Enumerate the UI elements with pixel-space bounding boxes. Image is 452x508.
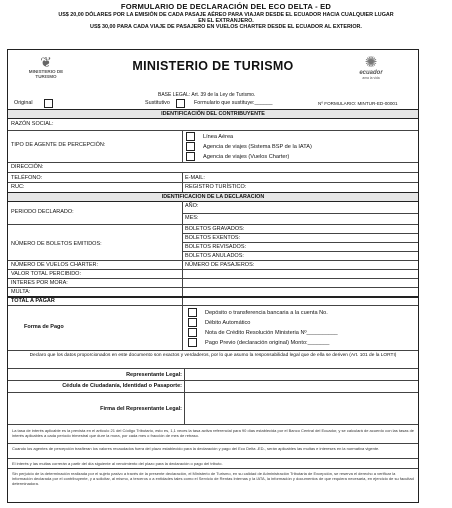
ministry-title: MINISTERIO DE TURISMO — [132, 59, 294, 73]
forma-pago-label: Forma de Pago — [24, 324, 64, 330]
turismo-logo-icon: ❦ — [40, 54, 52, 70]
header-line-1: US$ 20,00 DÓLARES POR LA EMISIÓN DE CADA PASAJE AÉREO PARA VIAJAR DESDE EL ECUADOR HACIA CUALQUIER LUGAR — [58, 11, 394, 18]
cedula-label: Cédula de Ciudadanía, Identidad o Pasaporte: — [62, 383, 182, 389]
ecuador-logo: ✺ ecuador ama la vida — [346, 55, 396, 80]
direccion-label: DIRECCIÓN: — [11, 164, 44, 170]
telefono-label: TELÉFONO: — [11, 175, 43, 181]
pago-debito-option[interactable]: Débito Automático — [188, 318, 250, 327]
form-title: FORMULARIO DE DECLARACIÓN DEL ECO DELTA - ED — [120, 2, 332, 11]
firma-label: Firma del Representante Legal: — [100, 406, 182, 412]
mes-label: MES: — [185, 215, 199, 221]
base-legal: BASE LEGAL: Art. 39 de la Ley de Turismo. — [158, 92, 256, 98]
boletos-gravados-label: BOLETOS GRAVADOS: — [185, 226, 245, 232]
registro-turistico-label: REGISTRO TURÍSTICO: — [185, 184, 247, 190]
note-multas: Cuando los agentes de percepción trasfieran los valores recaudados fuera del plazo establecido para la declaración y pago del Eco Delta -ED-, serán aplicables las multas e intereses en la normativa vigente. — [12, 446, 380, 451]
multa-label: MULTA: — [11, 289, 31, 295]
boletos-revisados-label: BOLETOS REVISADOS: — [185, 244, 247, 250]
form-page — [0, 3, 452, 508]
header-line-3: US$ 30,00 PARA CADA VIAJE DE PASAJERO EN VUELOS CHARTER DESDE EL ECUADOR AL EXTERIOR. — [90, 24, 362, 31]
option-linea-aerea[interactable]: Línea Aérea — [186, 132, 233, 141]
pago-deposito-option[interactable]: Depósito o transferencia bancaria a la cuenta No. — [188, 308, 328, 317]
pago-nota-checkbox[interactable] — [188, 328, 197, 337]
total-pagar-label: TOTAL A PAGAR — [11, 298, 55, 304]
sustitutivo-checkbox[interactable] — [176, 99, 185, 108]
section-declaracion: IDENTIFICACION DE LA DECLARACION — [8, 192, 418, 202]
boletos-exentos-label: BOLETOS EXENTOS: — [185, 235, 241, 241]
form-header — [0, 3, 452, 30]
sustituye-field[interactable]: Formulario que sustituye:______ — [194, 100, 273, 106]
original-checkbox[interactable] — [44, 99, 53, 108]
declaration-statement: Declaro que los datos proporcionados en este documento son exactos y verdaderos, por lo que asumo la responsabilidad legal que de ella se deriven (Art. 101 de la LORTI) — [29, 353, 397, 358]
vuelos-charter-label: NÚMERO DE VUELOS CHARTER: — [11, 262, 98, 268]
note-plazo: El interés y las multas correrán a partir del día siguiente al vencimiento del plazo para la declaración o pago del tributo. — [12, 461, 223, 466]
boletos-anulados-label: BOLETOS ANULADOS: — [185, 253, 244, 259]
ecuador-logo-icon: ✺ — [364, 54, 378, 71]
original-label: Original — [14, 100, 33, 106]
interes-mora-label: INTERES POR MORA: — [11, 280, 68, 286]
email-label: E-MAIL: — [185, 175, 205, 181]
agencia-bsp-checkbox[interactable] — [186, 142, 195, 151]
representante-legal-label: Representante Legal: — [126, 372, 182, 378]
anio-label: AÑO: — [185, 203, 199, 209]
pasajeros-label: NÚMERO DE PASAJEROS: — [185, 262, 255, 268]
pago-nota-option[interactable]: Nota de Crédito Resolución Ministeria Nº__________ — [188, 328, 338, 337]
valor-total-label: VALOR TOTAL PERCIBIDO: — [11, 271, 81, 277]
ministry-logo: ❦ MINISTERIO DE TURISMO — [24, 55, 68, 79]
agencia-charter-checkbox[interactable] — [186, 152, 195, 161]
declaration-form — [7, 49, 419, 503]
option-agencia-bsp[interactable]: Agencia de viajes (Sistema BSP de la IATA) — [186, 142, 312, 151]
section-contribuyente: IDENTIFICACIÓN DEL CONTRIBUYENTE — [8, 109, 418, 119]
periodo-label: PERIODO DECLARADO: — [11, 209, 74, 215]
pago-deposito-checkbox[interactable] — [188, 308, 197, 317]
linea-aerea-checkbox[interactable] — [186, 132, 195, 141]
header-line-2: EN EL EXTRANJERO. — [198, 17, 254, 24]
razon-social-label: RAZÓN SOCIAL: — [11, 121, 54, 127]
option-agencia-charter[interactable]: Agencia de viajes (Vuelos Charter) — [186, 152, 289, 161]
note-verificacion: Sin perjuicio de la determinación realizada por el sujeto pasivo a través de la presente declaración, el Ministerio de Turismo, en su calidad de Administración Tributaria de Excepción, se reserva el derecho a verificar la información declarada por el contribuyente, y a solicitar, al mismo, a terceros o a entidades tales como el Servicio de Rentas Internas y la IATA, la información y documentos de que requiera necesaria, en ejercicio de su facultad determinadora. — [12, 471, 414, 486]
sustitutivo-label: Sustitutivo — [145, 100, 170, 106]
ruc-label: RUC: — [11, 184, 25, 190]
pago-debito-checkbox[interactable] — [188, 318, 197, 327]
pago-previo-checkbox[interactable] — [188, 338, 197, 347]
pago-previo-option[interactable]: Pago Previo (declaración original) Monto:_______ — [188, 338, 329, 347]
form-number: Nº FORMULARIO: MINTUR-ED-00001 — [318, 101, 398, 106]
tipo-agente-label: TIPO DE AGENTE DE PERCEPCIÓN: — [11, 142, 106, 148]
num-boletos-label: NÚMERO DE BOLETOS EMITIDOS: — [11, 241, 102, 247]
note-interes: La tasa de interés aplicable es la prevista en el artículo 21 del Código Tributario, esto es, 1,1 veces la tasa activa referencial para 90 días establecida por el Banco Central del Ecuador, y se calculará de acuerdo con las tasas de interés aplicables a cada período trimestral que dure la mora, por cada mes o fracción de mes de retraso. — [12, 428, 415, 438]
